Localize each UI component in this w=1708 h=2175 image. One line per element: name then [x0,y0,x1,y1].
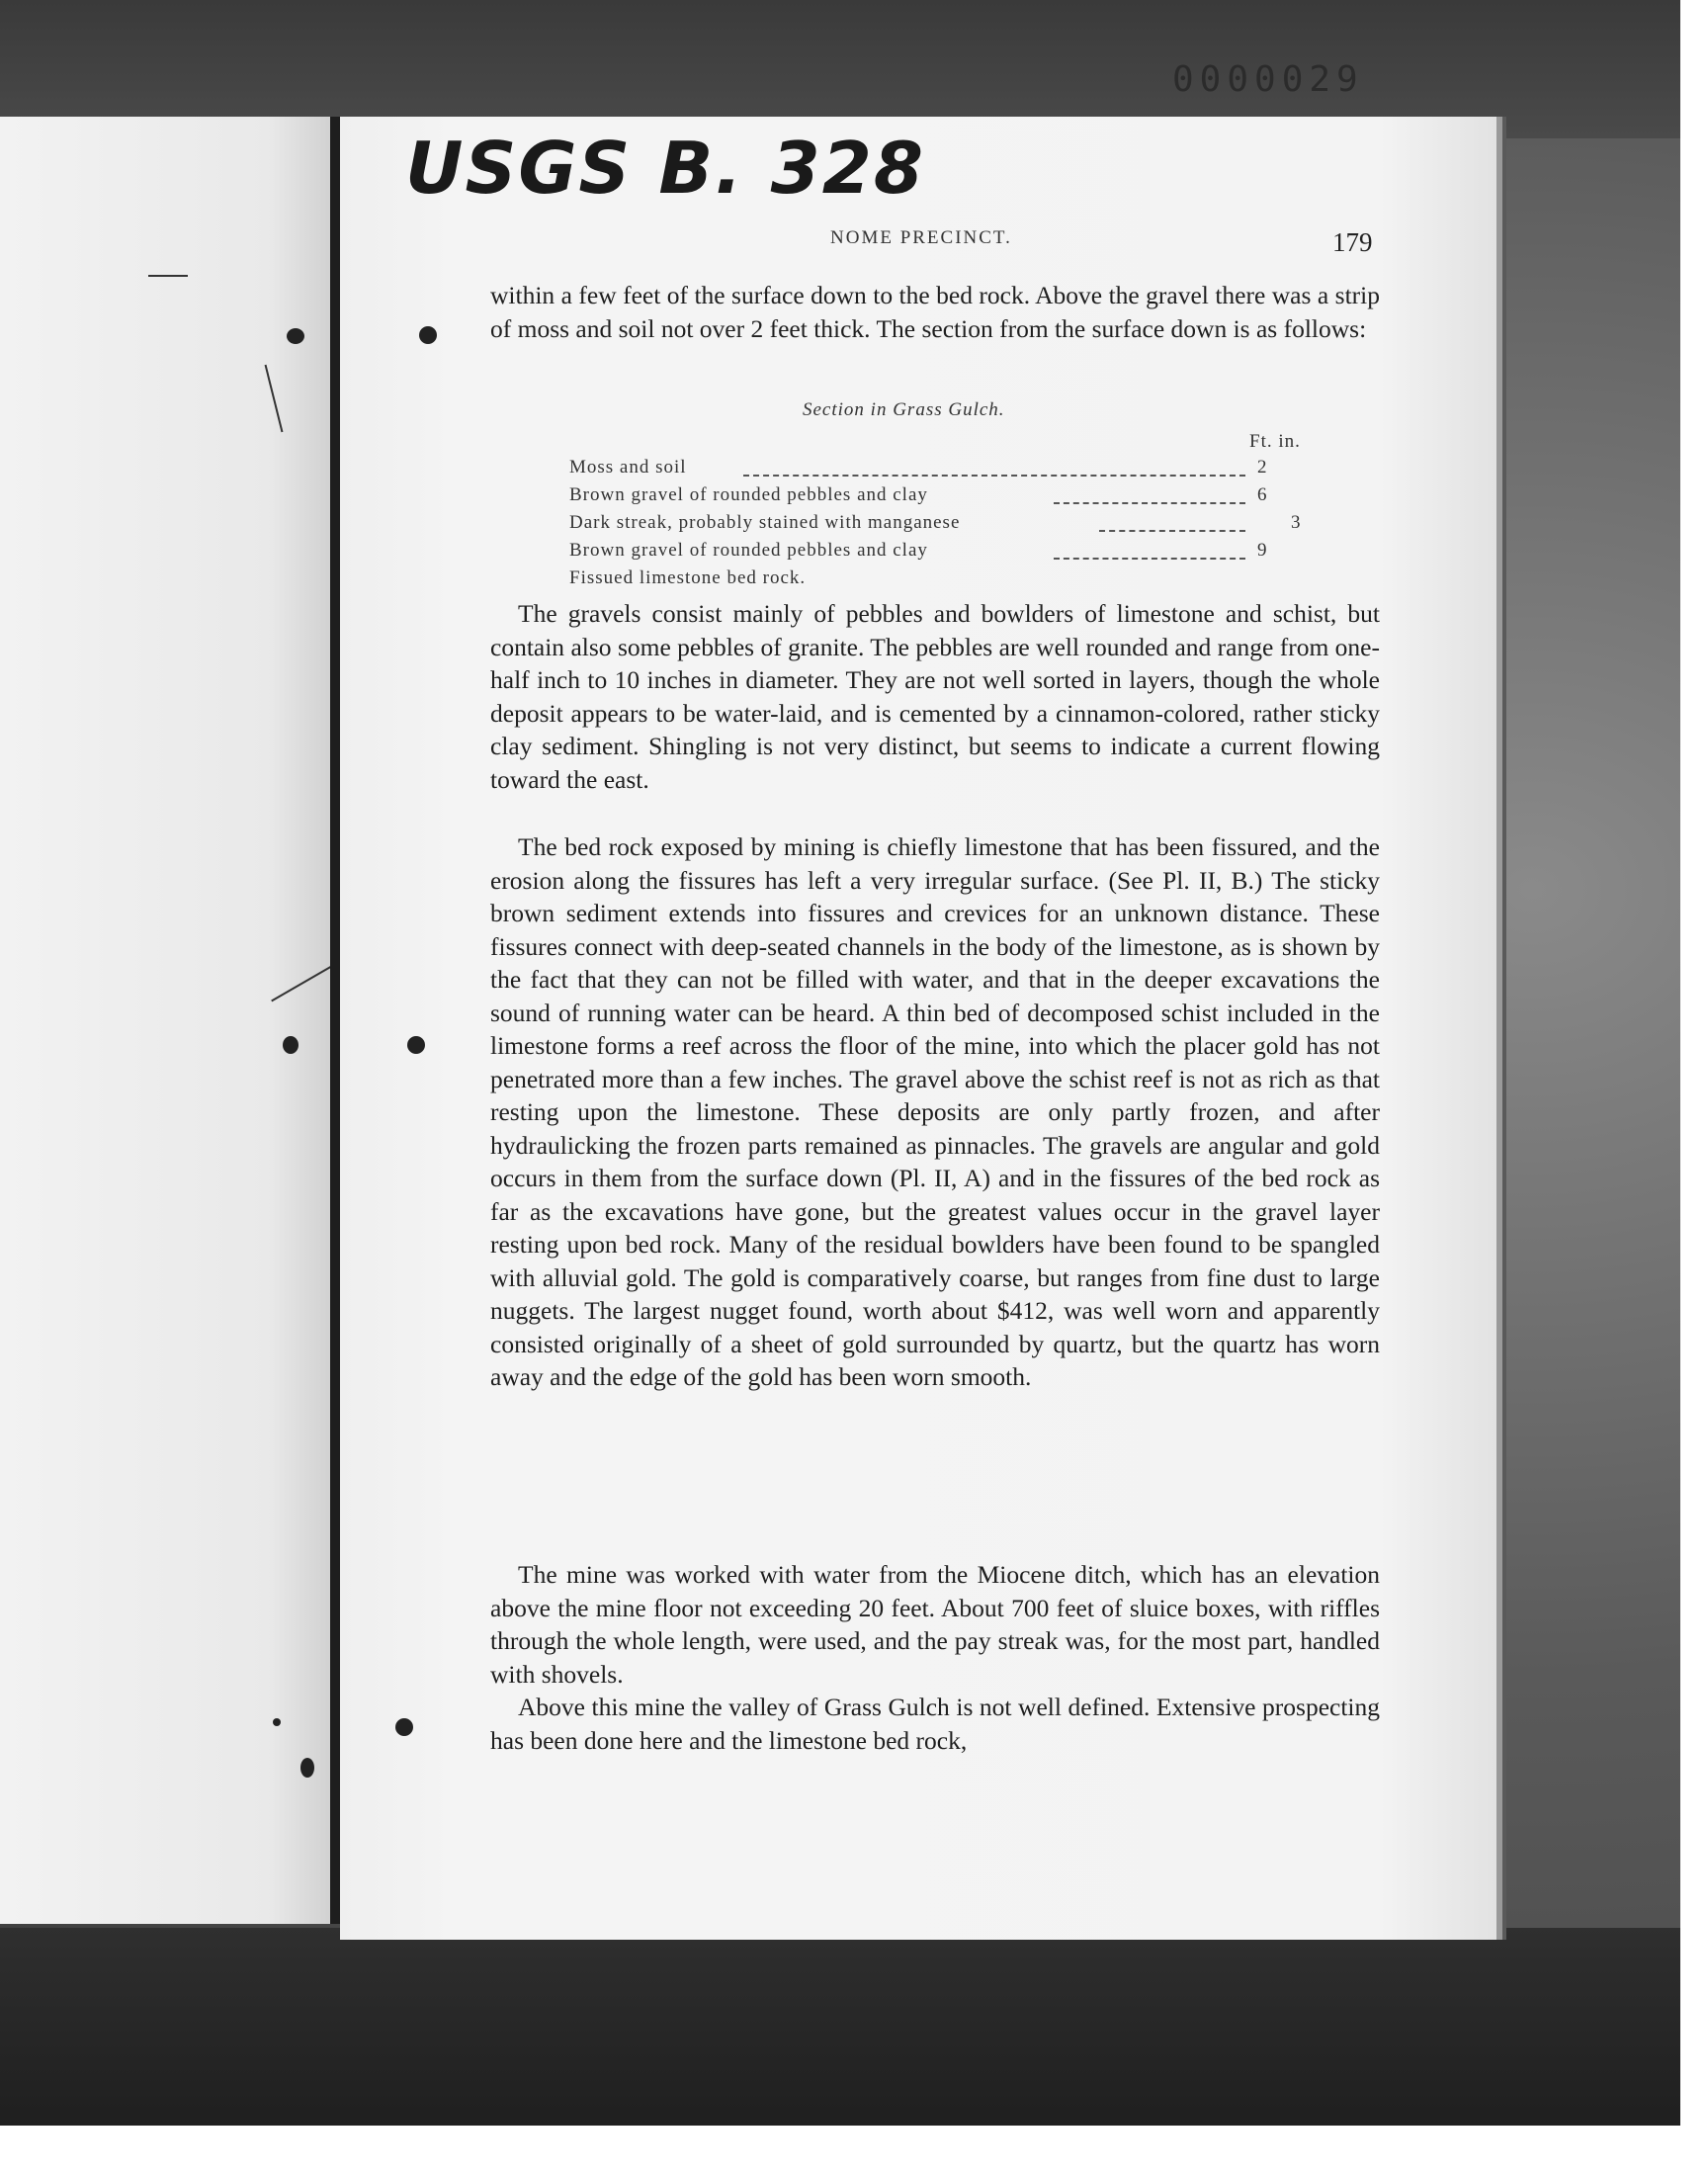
running-head: NOME PRECINCT. [830,227,1012,248]
scan-bottom-shadow [0,1928,1680,2126]
punch-hole-mark [287,328,304,344]
section-row-in: 3 [1291,512,1301,533]
section-row [569,512,1321,540]
section-row-ft: 6 [1257,484,1267,505]
dot-leader [1099,530,1245,532]
paragraph: The gravels consist mainly of pebbles and bowlders of limestone and schist, but contain also some pebbles of granite. The pebbles are well rounded and range from one-half inch to 10 inches in diameter. They are not well sorted in layers, though the whole deposit appears to be water-laid, and is cemented by a cinnamon-colored, rather sticky clay sediment. Shingling is not very distinct, but seems to indicate a current flowing toward the east. [490,599,1380,794]
punch-hole-mark [273,1718,281,1726]
pen-mark [265,365,284,432]
section-row-label: Dark streak, probably stained with manganese [569,512,961,533]
punch-hole-mark [283,1036,299,1054]
punch-hole-mark [419,326,437,344]
section-row-label: Moss and soil [569,457,687,478]
page-number: 179 [1332,227,1373,257]
units-header: Ft. in. [1249,431,1301,452]
handwritten-label: USGS B. 328 [405,127,925,210]
section-row [569,540,1321,567]
dot-leader [1054,558,1245,560]
book-spine [330,117,340,1924]
paragraph: The bed rock exposed by mining is chiefly limestone that has been fissured, and the erosion along the fissures has left a very irregular surface. (See Pl. II, B.) The sticky brown sediment extends into fissures and crevices for an unknown distance. These fissures connect with deep-seated channels in the body of the limestone, as is shown by the fact that they can not be filled with water, and that in the deeper excavations the sound of running water can be heard. A thin bed of decomposed schist included in the limestone forms a reef across the floor of the mine, into which the placer gold has not penetrated more than a few inches. The gravel above the schist reef is not as rich as that resting upon the limestone. These deposits are only partly frozen, and after hydraulicking the frozen parts remained as pinnacles. The gravels are angular and gold occurs in them from the surface down (Pl. II, A) and in the fissures of the bed rock as far as the excavations have gone, but the greatest values occur in the gravel layer resting upon bed rock. Many of the residual bowlders have been found to be spangled with alluvial gold. The gold is comparatively coarse, but ranges from fine dust to large nuggets. The largest nugget found, worth about $412, was well worn and apparently consisted originally of a sheet of gold surrounded by quartz, but the quartz has worn away and the edge of the gold has been worn smooth. [490,832,1380,1391]
punch-hole-mark [407,1036,425,1054]
section-title: Section in Grass Gulch. [803,399,1005,420]
section-row-ft: 2 [1257,457,1267,478]
section-row [569,457,1321,484]
opening-paragraph: within a few feet of the surface down to the bed rock. Above the gravel there was a strip of moss and soil not over 2 feet thick. The section from the surface down is as follows: [490,281,1380,343]
section-row [569,484,1321,512]
punch-hole-mark [300,1758,314,1778]
paragraph: The mine was worked with water from the Miocene ditch, which has an elevation above the mine floor not exceeding 20 feet. About 700 feet of sluice boxes, with riffles through the whole length, were used, and the pay streak was, for the most part, handled with shovels. [490,1560,1380,1689]
punch-hole-mark [395,1718,413,1736]
dot-leader [743,475,1245,477]
left-facing-page [0,117,339,1924]
section-row [569,567,1321,595]
pen-mark [271,966,332,1002]
dot-leader [1054,502,1245,504]
section-row-label: Brown gravel of rounded pebbles and clay [569,540,928,561]
section-row-ft: 9 [1257,540,1267,561]
paragraph: Above this mine the valley of Grass Gulch is not well defined. Extensive prospecting has been done here and the limestone bed rock, [490,1693,1380,1755]
pen-mark [148,275,188,277]
stamp-number: 0000029 [1172,59,1364,100]
section-row-label: Fissued limestone bed rock. [569,567,807,588]
section-row-label: Brown gravel of rounded pebbles and clay [569,484,928,505]
